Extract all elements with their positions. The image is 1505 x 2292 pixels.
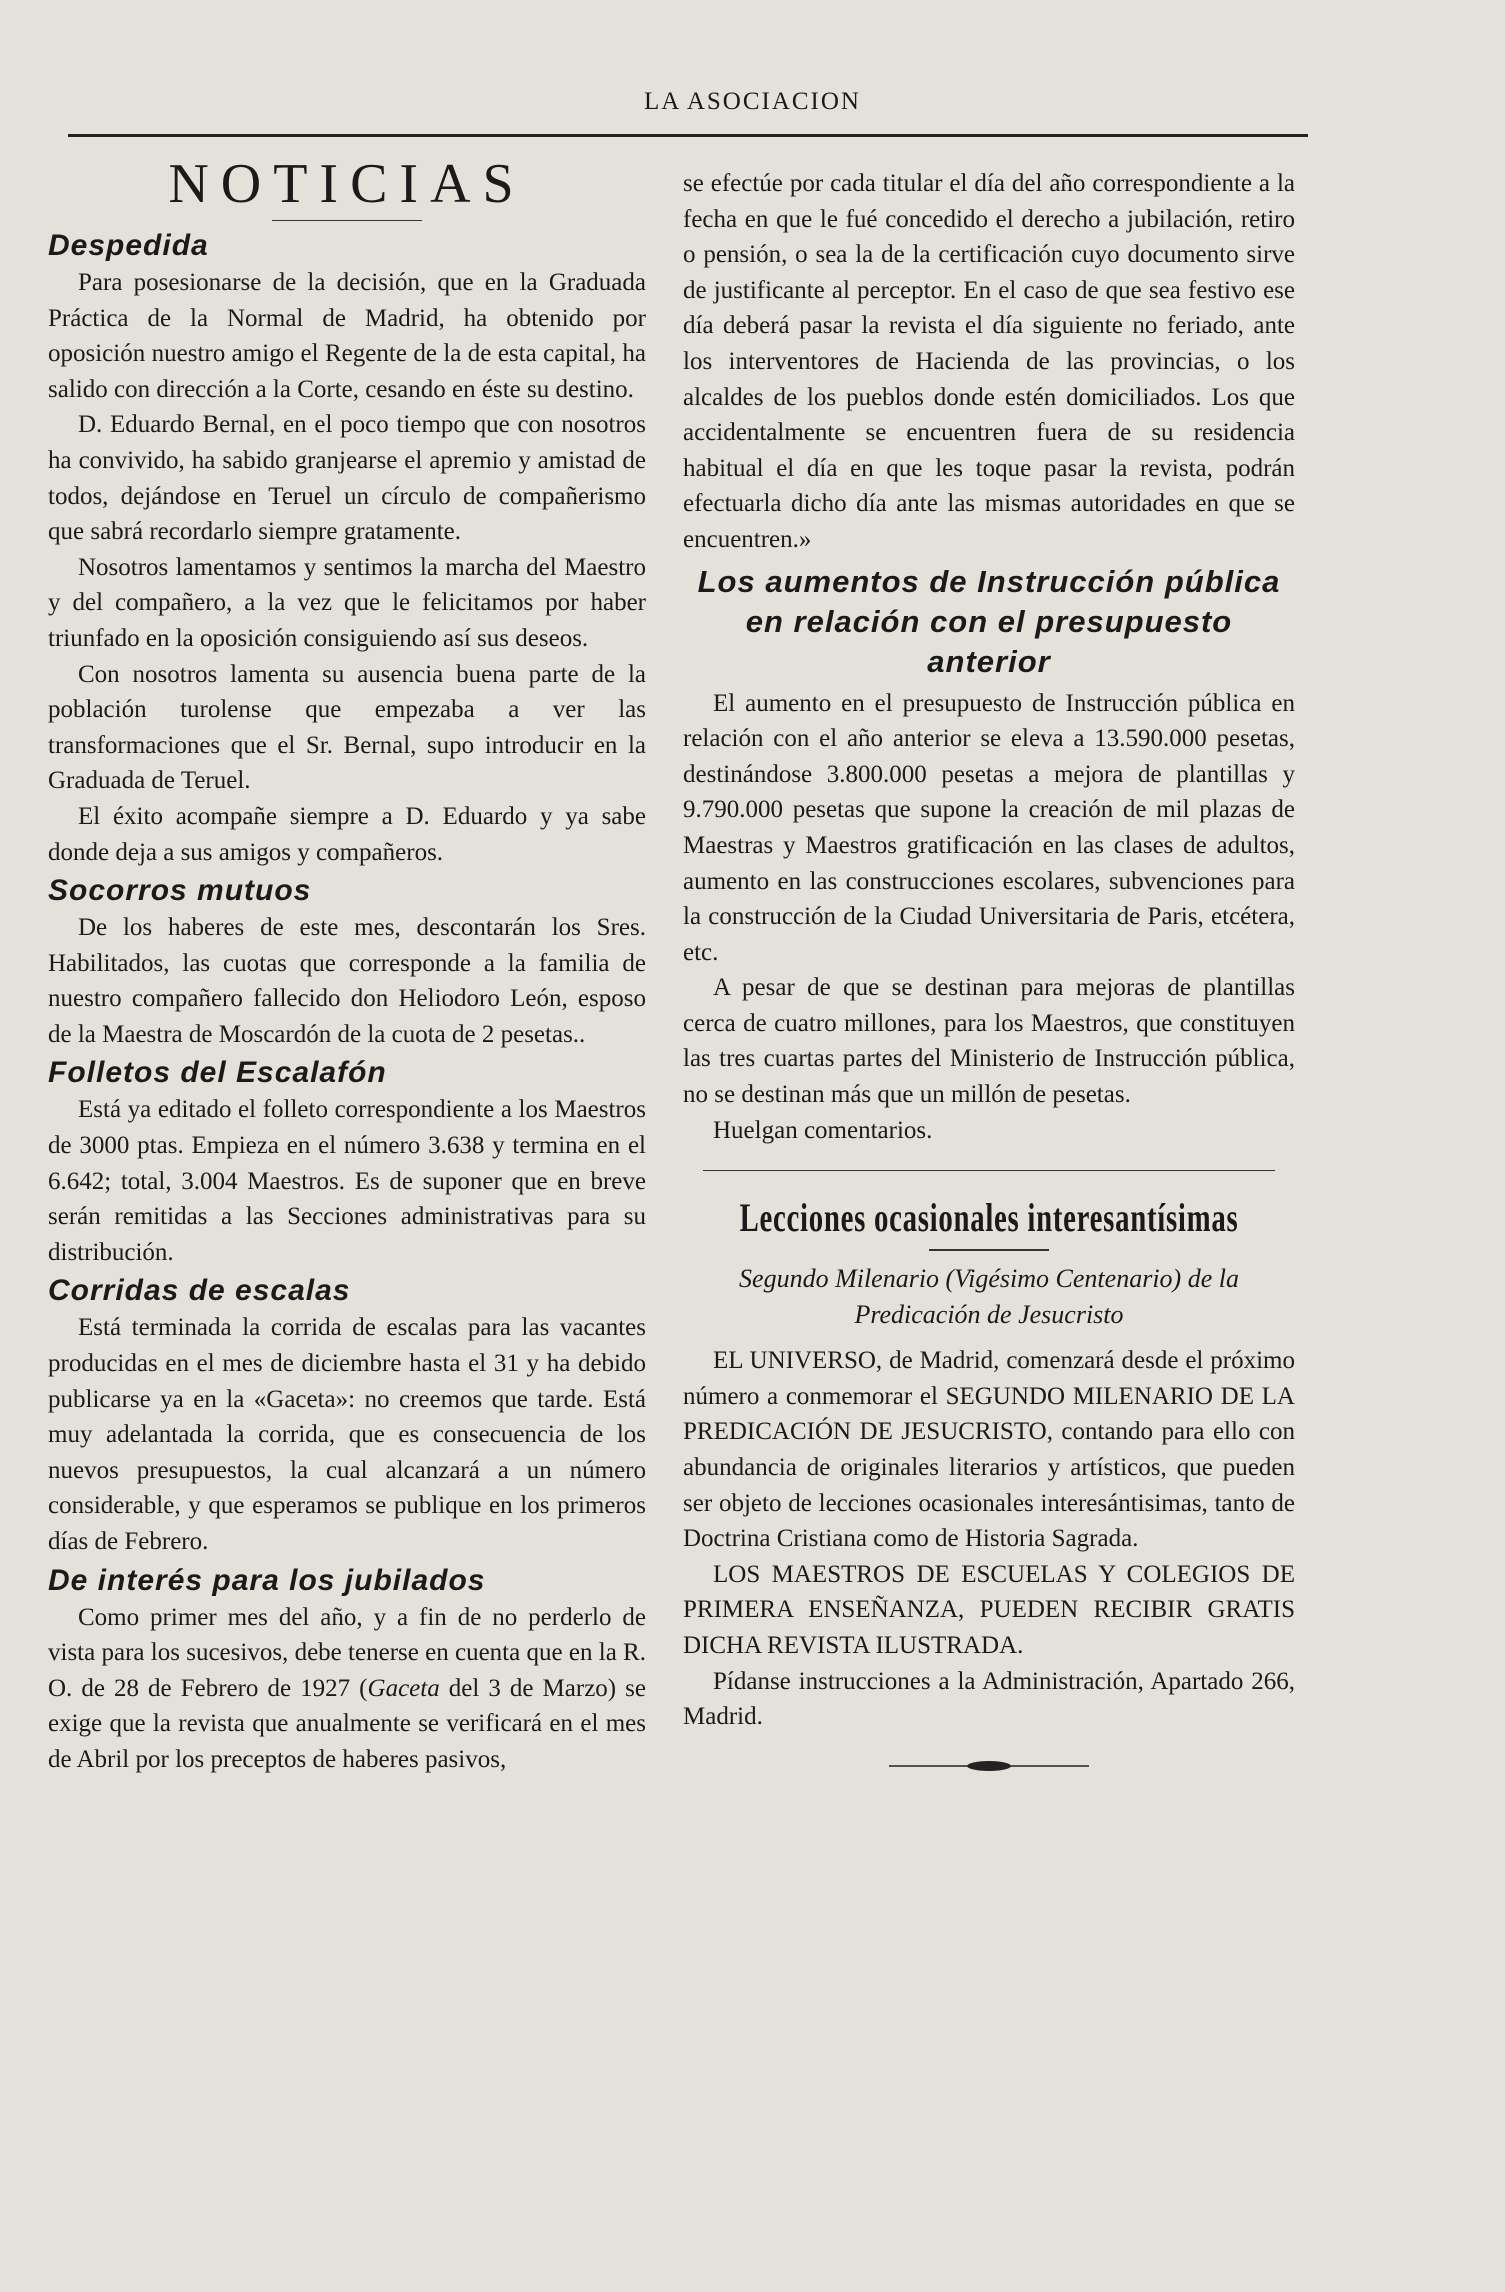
title-rule xyxy=(272,220,422,221)
paragraph: A pesar de que se destinan para mejoras de plantillas cerca de cuatro millones, para los Maestros, que constituyen las tres cuartas partes del Ministerio de Instrucción pública, no se destinan más que un millón de pesetas. xyxy=(683,974,1295,1109)
paragraph: Está terminada la corrida de escalas para las vacantes producidas en el mes de diciembre hasta el 31 y ha debido publicarse ya en la «Gaceta»: no creemos que tarde. Está muy adelantada la corrida, que es consecuencia de los nuevos presupuestos, la cual alcanzará a un número considerable, y que esperamos se publique en los primeros días de Febrero. xyxy=(48,1314,646,1555)
paragraph: Para posesionarse de la decisión, que en la Graduada Práctica de la Normal de Madrid, ha obtenido por oposición nuestro amigo el Regente de la de esta capital, ha salido con dirección a la Corte, cesando en éste su destino. xyxy=(48,269,646,403)
subtitle-lecciones: Segundo Milenario (Vigésimo Centenario) de la Predicación de Jesucristo xyxy=(739,1264,1239,1330)
paragraph: El aumento en el presupuesto de Instrucción pública en relación con el año anterior se eleva a 13.590.000 pesetas, destinándose 3.800.000 pesetas a mejora de plantillas y 9.790.000 pesetas que supone la creación de mil plazas de Maestras y Maestros gratificación en las clases de adultos, aumento en las construcciones escolares, subvenciones para la construcción de la Ciudad Universitaria de Paris, etcétera, etc. xyxy=(683,689,1295,966)
ornament-divider xyxy=(683,1749,1295,1785)
paragraph-jubilados xyxy=(48,1600,646,1778)
ornament-icon xyxy=(889,1758,1089,1774)
paragraph: De los haberes de este mes, descontarán los Sres. Habilitados, las cuotas que corresponde a la familia de nuestro compañero fallecido don Heliodoro León, esposo de la Maestra de Moscardón de la cuota de 2 pesetas.. xyxy=(48,914,646,1048)
right-column xyxy=(683,166,1295,1784)
paragraph: El éxito acompañe siempre a D. Eduardo y ya sabe donde deja a sus amigos y compañeros. xyxy=(48,802,646,866)
heading-aumentos: Los aumentos de Instrucción pública en relación con el presupuesto anterior xyxy=(697,563,1281,679)
heading-folletos: Folletos del Escalafón xyxy=(48,1056,387,1090)
text-run: del 3 de Marzo) se exige que la revista que anualmente se verificará en el mes de Abril por los preceptos de haberes pasivos, xyxy=(48,1674,646,1773)
text-run: Como primer mes del año, y a fin de no perderlo de vista para los sucesivos, debe tenerse en cuenta que en la R. O. de 28 de Febrero de 1927 ( xyxy=(48,1603,646,1702)
paragraph: Pídanse instrucciones a la Administración, Apartado 266, Madrid. xyxy=(683,1667,1295,1731)
paragraph: Huelgan comentarios. xyxy=(713,1116,933,1144)
header-rule xyxy=(68,134,1308,137)
paragraph: LOS MAESTROS DE ESCUELAS Y COLEGIOS DE PRIMERA ENSEÑANZA, PUEDEN RECIBIR GRATIS DICHA REVISTA ILUSTRADA. xyxy=(683,1560,1295,1659)
paragraph: Con nosotros lamenta su ausencia buena parte de la población turolense que empezaba a ver las transformaciones que el Sr. Bernal, supo introducir en la Graduada de Teruel. xyxy=(48,660,646,795)
paragraph: EL UNIVERSO, de Madrid, comenzará desde el próximo número a conmemorar el SEGUNDO MILENARIO DE LA PREDICACIÓN DE JESUCRISTO, contando para ello con abundancia de originales literarios y artísticos, que pueden ser objeto de lecciones ocasionales interesántisimas, tanto de Doctrina Cristiana como de Historia Sagrada. xyxy=(683,1347,1295,1553)
heading-despedida: Despedida xyxy=(48,229,209,262)
paragraph-continuation: se efectúe por cada titular el día del año correspondiente a la fecha en que le fué concedido el derecho a jubilación, retiro o pensión, o sea la de la certificación cuyo documento sirve de justificante al perceptor. En el caso de que sea festivo ese día deberá pasar la revista el día siguiente no feriado, ante los interventores de Hacienda de las provincias, o los alcaldes de los pueblos donde estén domiciliados. Los que accidentalmente se encuentren fuera de su residencia habitual el día en que les toque pasar la revista, podrán efectuarla dicho día ante las mismas autoridades en que se encuentren.» xyxy=(683,170,1295,553)
paragraph: Está ya editado el folleto correspondiente a los Maestros de 3000 ptas. Empieza en el número 3.638 y termina en el 6.642; total, 3.004 Maestros. Es de suponer que en breve serán remitidas a las Secciones administrativas para su distribución. xyxy=(48,1096,646,1266)
section-divider xyxy=(703,1170,1275,1171)
left-column xyxy=(48,140,646,1778)
heading-lecciones: Lecciones ocasionales interesantísimas xyxy=(739,1195,1239,1241)
heading-corridas: Corridas de escalas xyxy=(48,1274,351,1308)
section-title: NOTICIAS xyxy=(168,153,526,215)
banner-rule xyxy=(929,1249,1049,1251)
heading-socorros: Socorros mutuos xyxy=(48,874,312,908)
running-head: LA ASOCIACION xyxy=(644,88,861,115)
heading-jubilados: De interés para los jubilados xyxy=(48,1563,486,1597)
paragraph: D. Eduardo Bernal, en el poco tiempo que con nosotros ha convivido, ha sabido granjearse el apremio y amistad de todos, dejándose en Teruel un círculo de compañerismo que sabrá recordarlo siempre gratamente. xyxy=(48,411,646,546)
italic-run: Gaceta xyxy=(367,1674,440,1702)
paragraph: Nosotros lamentamos y sentimos la marcha del Maestro y del compañero, a la vez que le felicitamos por haber triunfado en la oposición consiguiendo así sus deseos. xyxy=(48,553,646,652)
